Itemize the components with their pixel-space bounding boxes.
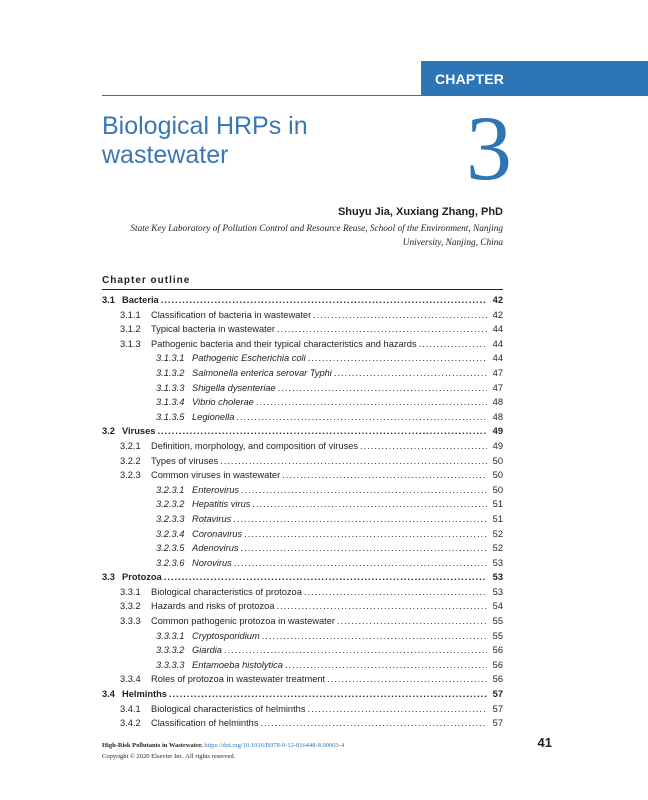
toc-entry-title: Biological characteristics of helminths [151, 703, 306, 714]
toc-entry-number: 3.1.3.1 [156, 353, 185, 364]
toc-entry-page: 55 [492, 630, 503, 641]
toc-entry-title: Shigella dysenteriae [192, 382, 276, 393]
toc-dot-leader [334, 368, 487, 378]
toc-entry-page: 56 [492, 674, 503, 685]
toc-entry[interactable] [102, 310, 503, 325]
toc-entry[interactable] [102, 470, 503, 485]
toc-entry-page: 53 [492, 572, 503, 583]
toc-entry-page: 56 [492, 659, 503, 670]
toc-entry[interactable] [102, 587, 503, 602]
toc-dot-leader [233, 514, 487, 524]
toc-dot-leader [327, 674, 487, 684]
toc-entry-number: 3.2.3.4 [156, 528, 185, 539]
toc-entry-title: Coronavirus [192, 528, 243, 539]
toc-entry[interactable] [102, 616, 503, 631]
toc-entry-number: 3.2.3.1 [156, 484, 185, 495]
chapter-label: CHAPTER [421, 61, 648, 96]
toc-entry-title: Pathogenic bacteria and their typical characteristics and hazards [151, 338, 417, 349]
toc-entry[interactable] [102, 441, 503, 456]
toc-entry-number: 3.2.3.6 [156, 557, 185, 568]
toc-entry[interactable] [102, 368, 503, 383]
toc-entry-page: 57 [492, 689, 503, 700]
toc-dot-leader [224, 645, 487, 655]
toc-entry-page: 48 [492, 411, 503, 422]
toc-entry-number: 3.3 [102, 572, 115, 583]
toc-entry[interactable] [102, 689, 503, 704]
toc-entry-number: 3.2.3.5 [156, 543, 185, 554]
toc-dot-leader [256, 397, 487, 407]
toc-dot-leader [164, 572, 487, 582]
toc-dot-leader [241, 485, 487, 495]
toc-dot-leader [262, 631, 487, 641]
toc-entry[interactable] [102, 339, 503, 354]
toc-dot-leader [260, 718, 487, 728]
toc-entry[interactable] [102, 514, 503, 529]
footer [102, 740, 503, 762]
toc-entry-page: 56 [492, 645, 503, 656]
outline-rule [102, 289, 503, 290]
toc-entry[interactable] [102, 353, 503, 368]
toc-entry-number: 3.2 [102, 426, 115, 437]
footer-doi-link[interactable]: https://doi.org/10.1016/B978-0-12-816448-8.00003-4 [204, 742, 345, 749]
toc-entry-page: 55 [492, 616, 503, 627]
chapter-title: Biological HRPs in wastewater [102, 112, 308, 169]
outline-heading: Chapter outline [102, 275, 191, 286]
toc-entry-page: 44 [492, 338, 503, 349]
toc-dot-leader [285, 660, 487, 670]
toc-entry-number: 3.2.1 [120, 440, 141, 451]
toc-entry[interactable] [102, 499, 503, 514]
toc-entry-number: 3.1.1 [120, 309, 141, 320]
toc-entry[interactable] [102, 704, 503, 719]
toc-entry-page: 47 [492, 382, 503, 393]
toc-entry-page: 49 [492, 440, 503, 451]
toc-dot-leader [419, 339, 487, 349]
toc-entry-number: 3.1.3.5 [156, 411, 185, 422]
toc-entry[interactable] [102, 295, 503, 310]
toc-entry-page: 50 [492, 455, 503, 466]
toc-dot-leader [313, 310, 487, 320]
toc-entry-number: 3.1 [102, 295, 115, 305]
toc-entry-page: 57 [492, 718, 503, 729]
toc-entry-title: Classification of helminths [151, 718, 259, 729]
toc-dot-leader [169, 689, 487, 699]
toc-entry[interactable] [102, 397, 503, 412]
toc-entry-page: 51 [492, 499, 503, 510]
toc-entry[interactable] [102, 660, 503, 675]
toc-dot-leader [360, 441, 487, 451]
toc-entry[interactable] [102, 412, 503, 427]
toc-entry-title: Protozoa [122, 572, 162, 583]
toc-entry-number: 3.2.3.3 [156, 513, 185, 524]
toc-entry-title: Vibrio cholerae [192, 397, 254, 408]
toc-dot-leader [277, 324, 487, 334]
toc-entry-number: 3.1.3.4 [156, 397, 185, 408]
toc-entry-title: Cryptosporidium [192, 630, 260, 641]
toc-entry-page: 57 [492, 703, 503, 714]
toc-entry-title: Common pathogenic protozoa in wastewater [151, 616, 335, 627]
toc-dot-leader [161, 295, 487, 305]
toc-entry-page: 53 [492, 586, 503, 597]
toc-entry-number: 3.2.2 [120, 455, 141, 466]
toc-entry-number: 3.4.1 [120, 703, 141, 714]
toc-entry-page: 51 [492, 513, 503, 524]
toc-dot-leader [234, 558, 487, 568]
toc-entry[interactable] [102, 674, 503, 689]
toc-entry-title: Rotavirus [192, 513, 232, 524]
toc-dot-leader [308, 353, 487, 363]
toc-entry-page: 50 [492, 470, 503, 481]
chapter-number: 3 [466, 97, 512, 199]
toc-entry-number: 3.3.3.3 [156, 659, 185, 670]
toc-entry[interactable] [102, 601, 503, 616]
toc-entry[interactable] [102, 324, 503, 339]
toc-dot-leader [337, 616, 487, 626]
toc-entry-title: Classification of bacteria in wastewater [151, 309, 312, 320]
toc-dot-leader [241, 543, 487, 553]
toc-entry[interactable] [102, 718, 503, 733]
toc-dot-leader [236, 412, 487, 422]
toc-entry[interactable] [102, 558, 503, 573]
toc-entry-number: 3.1.3.3 [156, 382, 185, 393]
footer-copyright: Copyright © 2020 Elsevier Inc. All rights reserved. [102, 753, 236, 760]
toc-entry-number: 3.4 [102, 689, 115, 700]
chapter-rule [102, 95, 422, 96]
toc-entry[interactable] [102, 456, 503, 471]
toc-entry-title: Hazards and risks of protozoa [151, 601, 275, 612]
toc-entry-number: 3.4.2 [120, 718, 141, 729]
toc-entry-page: 50 [492, 484, 503, 495]
toc-entry-number: 3.3.4 [120, 674, 141, 685]
toc-entry-title: Pathogenic Escherichia coli [192, 353, 306, 364]
toc-entry-page: 49 [492, 426, 503, 437]
toc-dot-leader [220, 456, 487, 466]
toc-dot-leader [244, 529, 487, 539]
toc-entry-number: 3.3.3.2 [156, 645, 185, 656]
toc-dot-leader [252, 499, 487, 509]
toc-entry-number: 3.2.3.2 [156, 499, 185, 510]
toc-dot-leader [278, 383, 487, 393]
toc-entry-page: 44 [492, 324, 503, 335]
toc-entry-page: 44 [492, 353, 503, 364]
toc-entry-title: Giardia [192, 645, 222, 656]
toc-entry-number: 3.1.3 [120, 338, 141, 349]
toc-entry[interactable] [102, 631, 503, 646]
toc-entry-number: 3.3.3.1 [156, 630, 185, 641]
toc-entry-page: 54 [492, 601, 503, 612]
toc-entry-page: 42 [492, 295, 503, 305]
toc-entry-title: Common viruses in wastewater [151, 470, 281, 481]
authors: Shuyu Jia, Xuxiang Zhang, PhD [337, 206, 503, 218]
toc-entry-page: 52 [492, 528, 503, 539]
toc-entry-title: Biological characteristics of protozoa [151, 586, 302, 597]
page-number: 41 [537, 735, 552, 750]
toc-entry-title: Adenovirus [192, 543, 239, 554]
toc-entry[interactable] [102, 383, 503, 398]
toc-entry-title: Definition, morphology, and composition of viruses [151, 440, 359, 451]
toc-entry[interactable] [102, 645, 503, 660]
affiliation: State Key Laboratory of Pollution Control and Resource Reuse, School of the Environment, Nanjing University, Nanjing, China [130, 224, 503, 248]
toc-entry-title: Roles of protozoa in wastewater treatment [151, 674, 326, 685]
toc-entry-number: 3.3.2 [120, 601, 141, 612]
toc-entry-title: Enterovirus [192, 484, 240, 495]
toc-entry-number: 3.3.3 [120, 616, 141, 627]
footer-book-title: High-Risk Pollutants in Wastewater. [102, 742, 203, 749]
toc-entry-page: 53 [492, 557, 503, 568]
toc-dot-leader [282, 470, 487, 480]
toc-entry-title: Norovirus [192, 557, 232, 568]
toc-entry-number: 3.2.3 [120, 470, 141, 481]
toc-entry-title: Helminths [122, 689, 167, 700]
toc-entry-title: Salmonella enterica serovar Typhi [192, 367, 332, 378]
toc-entry-title: Hepatitis virus [192, 499, 251, 510]
toc-entry-title: Types of viruses [151, 455, 219, 466]
toc-entry-number: 3.1.3.2 [156, 367, 185, 378]
toc-entry-title: Legionella [192, 411, 235, 422]
toc-entry-title: Viruses [122, 426, 156, 437]
toc-entry-page: 52 [492, 543, 503, 554]
toc-dot-leader [157, 426, 487, 436]
toc-entry[interactable] [102, 426, 503, 441]
toc-entry-page: 47 [492, 367, 503, 378]
toc-entry-number: 3.3.1 [120, 586, 141, 597]
toc-entry-title: Typical bacteria in wastewater [151, 324, 276, 335]
toc-entry[interactable] [102, 572, 503, 587]
toc-dot-leader [277, 601, 487, 611]
toc-dot-leader [304, 587, 487, 597]
toc-entry-title: Entamoeba histolytica [192, 659, 283, 670]
toc-entry[interactable] [102, 529, 503, 544]
toc-entry-page: 42 [492, 309, 503, 320]
toc-entry[interactable] [102, 485, 503, 500]
toc-entry-number: 3.1.2 [120, 324, 141, 335]
toc-entry[interactable] [102, 543, 503, 558]
toc-dot-leader [308, 704, 488, 714]
toc-entry-title: Bacteria [122, 295, 159, 305]
table-of-contents [102, 295, 503, 733]
toc-entry-page: 48 [492, 397, 503, 408]
